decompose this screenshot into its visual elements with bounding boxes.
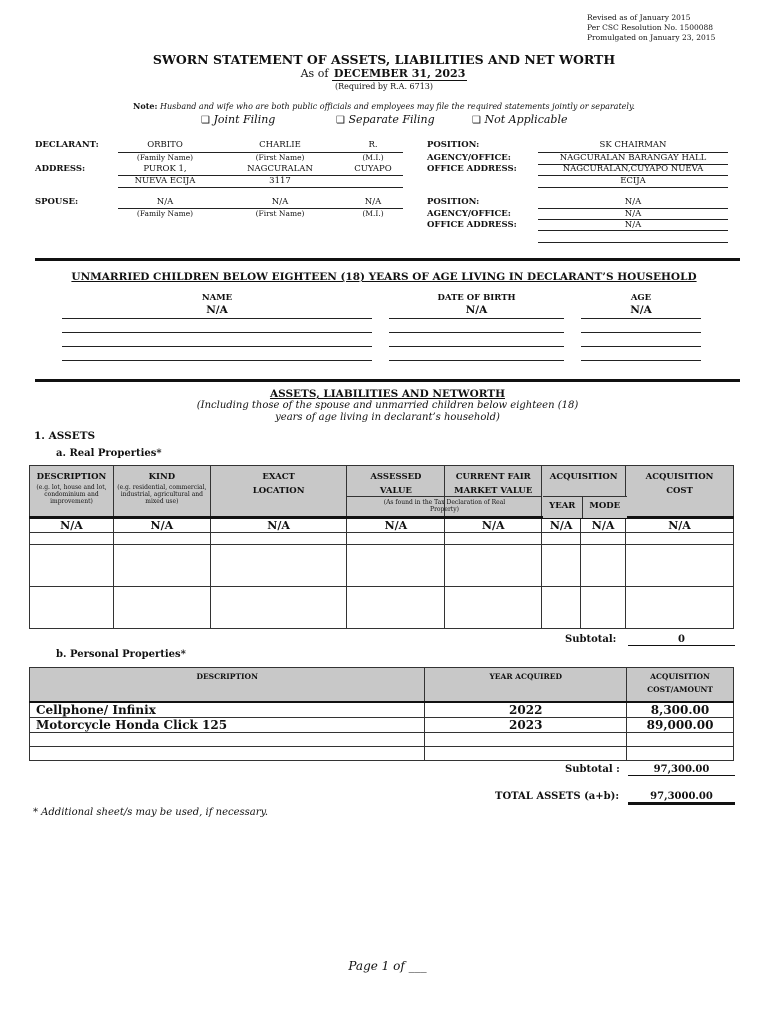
declarant-first-caption: (First Name) [255,153,305,162]
header-acquisition-label: ACQUISITION [549,472,618,482]
assets-heading: 1. ASSETS [34,430,96,442]
personal-year: 2023 [425,717,627,732]
revision-line-3: Promulgated on January 23, 2015 [587,33,716,42]
note-text: Husband and wife who are both public officials and employees may file the required statements jointly or separately. [159,102,635,111]
children-line [62,318,372,319]
agency-label: AGENCY/OFFICE: [427,153,511,163]
header-kind-label: KIND [148,472,176,482]
personal-cost: 8,300.00 [627,702,734,718]
tax-note: (As found in the Tax Declaration of Real Property) [383,499,506,513]
children-line [581,346,701,347]
filing-joint-label: Joint Filing [213,113,276,126]
section-divider-2 [35,379,740,382]
filing-not-applicable[interactable] [472,113,567,126]
personal-row [30,717,734,732]
personal-year: 2022 [425,702,627,718]
real-mode: N/A [581,518,626,533]
personal-header-cost-2: COST/AMOUNT [647,685,713,694]
header-assessed-1: ASSESSED [370,472,422,482]
children-line [62,332,372,333]
header-location-2: LOCATION [252,486,305,496]
address-1b: NAGCURALAN [247,164,313,174]
position-value: SK CHAIRMAN [599,140,667,150]
children-line [389,318,564,319]
filing-separate-label: Separate Filing [348,113,435,126]
header-description-note: (e.g. lot, house and lot, condominium and improvement) [36,484,107,505]
spouse-family-caption: (Family Name) [136,209,194,218]
alnw-heading: ASSETS, LIABILITIES AND NETWORTH [269,388,506,400]
personal-header-description [30,668,425,702]
as-of-label: As of [300,67,329,80]
spouse-agency-label: AGENCY/OFFICE: [427,209,511,219]
page-title: SWORN STATEMENT OF ASSETS, LIABILITIES AND NET WORTH [152,52,616,67]
alnw-sub-2: years of age living in declarant’s household) [275,412,500,423]
real-description: N/A [30,518,114,533]
personal-empty-row [30,732,734,746]
header-assessed-2: VALUE [379,486,412,496]
header-location-1: EXACT [262,472,295,482]
children-heading: UNMARRIED CHILDREN BELOW EIGHTEEN (18) YEARS OF AGE LIVING IN DECLARANT’S HOUSEHOLD [71,271,697,283]
spouse-position-value: N/A [624,197,642,207]
note [0,101,768,111]
checkbox-icon[interactable]: ❑ [472,115,481,126]
header-location [210,466,347,518]
office-address-label: OFFICE ADDRESS: [427,164,517,174]
children-line [62,360,372,361]
total-assets-label: TOTAL ASSETS (a+b): [495,791,620,802]
personal-header-cost [627,668,734,702]
page-number: Page 1 of ___ [348,959,427,973]
real-empty-row [30,545,734,587]
real-properties-label: a. Real Properties* [56,448,162,459]
children-age-value: N/A [630,304,652,316]
office-address-2: ECIJA [620,176,646,186]
children-col-dob: DATE OF BIRTH [437,293,516,303]
declarant-family-caption: (Family Name) [136,153,194,162]
filing-separate[interactable] [336,113,435,126]
personal-properties-label: b. Personal Properties* [56,649,186,660]
children-dob-value: N/A [465,304,488,316]
header-description-label: DESCRIPTION [36,472,107,482]
children-col-age: AGE [630,293,652,303]
note-label: Note: [133,101,158,111]
header-acq-cost-2: COST [666,486,693,496]
personal-header-row [30,668,734,702]
real-empty-row [30,587,734,629]
header-fmv-1: CURRENT FAIR [455,472,531,482]
position-label: POSITION: [427,140,480,150]
real-fmv: N/A [445,518,542,533]
spouse-first: N/A [271,197,289,207]
children-line [389,346,564,347]
required-by: (Required by R.A. 6713) [334,82,434,91]
real-assessed: N/A [347,518,445,533]
real-subtotal-label: Subtotal: [565,634,617,645]
declarant-first: CHARLIE [259,140,301,150]
real-properties-table [29,465,734,629]
header-acq-cost-1: ACQUISITION [645,472,714,482]
additional-sheet-note: * Additional sheet/s may be used, if necessary. [33,807,269,818]
real-location: N/A [210,518,347,533]
real-acq-cost: N/A [626,518,734,533]
children-line [62,346,372,347]
declarant-mi: R. [368,140,378,150]
acq-year-mode-overlay [543,496,627,518]
personal-row [30,702,734,718]
spouse-office-label: OFFICE ADDRESS: [427,220,517,230]
spouse-position-label: POSITION: [427,197,480,207]
header-mode: MODE [589,501,621,511]
personal-properties-table [29,667,734,761]
checkbox-icon[interactable]: ❑ [336,115,345,126]
children-line [581,332,701,333]
children-line [389,332,564,333]
address-1a: PUROK 1, [143,164,187,174]
children-line [389,360,564,361]
header-year: YEAR [543,497,583,518]
spouse-family: N/A [156,197,174,207]
spouse-office-underline-1 [538,230,728,231]
total-assets-value: 97,3000.00 [628,791,735,805]
personal-empty-row [30,746,734,760]
personal-cost: 89,000.00 [627,717,734,732]
personal-header-description-label: DESCRIPTION [196,672,258,681]
revision-note [587,13,715,43]
revision-line-1: Revised as of January 2015 [587,13,691,22]
real-data-row [30,518,734,533]
header-kind [113,466,210,518]
personal-header-cost-1: ACQUISITION [650,672,710,681]
address-underline-2 [118,187,403,188]
personal-header-year [425,668,627,702]
checkbox-icon[interactable]: ❑ [201,115,210,126]
personal-description: Cellphone/ Infinix [30,702,425,718]
personal-header-year-label: YEAR ACQUIRED [489,672,562,681]
address-1c: CUYAPO [354,164,392,174]
declarant-family: ORBITO [147,140,183,150]
declarant-label: DECLARANT: [35,140,99,150]
spouse-first-caption: (First Name) [255,209,305,218]
spouse-mi: N/A [364,197,382,207]
children-col-name: NAME [201,293,233,303]
section-divider-1 [35,258,740,261]
real-empty-row [30,533,734,545]
personal-subtotal-value: 97,300.00 [628,764,735,776]
real-kind: N/A [113,518,210,533]
spouse-label: SPOUSE: [35,197,79,207]
header-description [30,466,114,518]
address-label: ADDRESS: [35,164,86,174]
personal-description: Motorcycle Honda Click 125 [30,717,425,732]
office-address-1: NAGCURALAN,CUYAPO NUEVA [562,164,704,174]
spouse-office-value: N/A [624,220,642,230]
filing-na-label: Not Applicable [484,113,568,126]
children-line [581,360,701,361]
real-subtotal-value: 0 [628,634,735,646]
header-kind-note: (e.g. residential, commercial, industrial, agricultural and mixed use) [117,484,207,505]
agency-value: NAGCURALAN BARANGAY HALL [559,153,707,163]
declarant-mi-caption: (M.I.) [362,153,384,162]
as-of-date: DECEMBER 31, 2023 [333,67,466,80]
as-of-line [0,67,768,81]
address-2a: NUEVA ECIJA [134,176,196,186]
personal-subtotal-label: Subtotal : [565,764,620,775]
header-acq-cost [626,466,734,518]
spouse-office-underline-2 [538,242,728,243]
filing-joint[interactable] [201,113,275,126]
header-fmv-2: MARKET VALUE [454,486,533,496]
real-year: N/A [542,518,581,533]
children-line [581,318,701,319]
address-2b: 3117 [269,176,291,186]
children-name-value: N/A [206,304,228,316]
spouse-agency-value: N/A [624,209,642,219]
alnw-sub-1: (Including those of the spouse and unmarried children below eighteen (18) [196,400,579,411]
office-underline-2 [538,187,728,188]
revision-line-2: Per CSC Resolution No. 1500088 [587,23,714,32]
spouse-mi-caption: (M.I.) [362,209,384,218]
real-subheader-overlay [347,496,542,518]
